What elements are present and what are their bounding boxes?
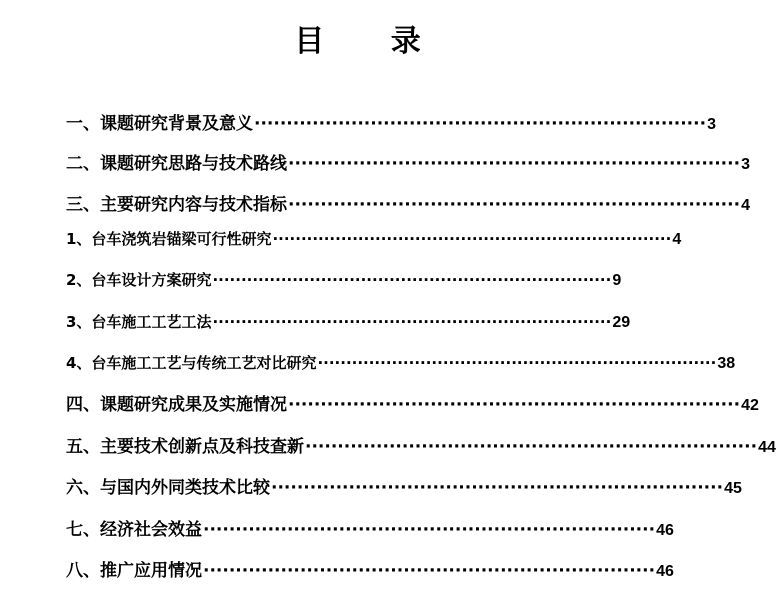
toc-leader-dots: ······································································ — [288, 195, 741, 215]
toc-entry-label: 三、主要研究内容与技术指标 — [66, 195, 287, 215]
toc-leader-dots: ······································································ — [288, 395, 741, 415]
toc-entry-label: 4、台车施工工艺与传统工艺对比研究 — [66, 354, 317, 372]
toc-leader-dots: ······································································ — [317, 354, 717, 372]
toc-entry-label: 八、推广应用情况 — [66, 561, 202, 581]
toc-page-number: 46 — [656, 522, 674, 539]
toc-leader-dots: ······································································ — [203, 561, 656, 581]
toc-entry[interactable] — [66, 269, 622, 291]
toc-leader-dots: ······································································ — [272, 230, 672, 248]
toc-entry[interactable] — [66, 518, 674, 542]
toc-leader-dots: ······································································ — [305, 437, 758, 457]
toc-entry-label: 四、课题研究成果及实施情况 — [66, 395, 287, 415]
toc-entry[interactable] — [66, 559, 674, 583]
toc-entry[interactable] — [66, 352, 736, 374]
toc-entry[interactable] — [66, 112, 716, 136]
toc-entry-label: 五、主要技术创新点及科技查新 — [66, 437, 304, 457]
toc-page-number: 3 — [741, 156, 750, 173]
toc-entry-label: 3、台车施工工艺工法 — [66, 313, 212, 331]
table-of-contents — [66, 0, 776, 604]
toc-leader-dots: ······································································ — [254, 114, 707, 134]
toc-entry-label: 一、课题研究背景及意义 — [66, 114, 253, 134]
toc-page-number: 38 — [717, 355, 736, 372]
toc-entry[interactable] — [66, 311, 631, 333]
toc-entry[interactable] — [66, 476, 742, 500]
toc-page-number: 45 — [724, 480, 742, 497]
toc-entry[interactable] — [66, 435, 776, 459]
toc-entry[interactable] — [66, 393, 759, 417]
toc-leader-dots: ······································································ — [212, 313, 612, 331]
toc-leader-dots: ······································································ — [288, 154, 741, 174]
toc-entry[interactable] — [66, 228, 682, 250]
toc-entry-label: 七、经济社会效益 — [66, 520, 202, 540]
toc-page-number: 4 — [672, 231, 682, 248]
toc-entry-label: 二、课题研究思路与技术路线 — [66, 154, 287, 174]
toc-entry[interactable] — [66, 152, 750, 176]
toc-page-number: 4 — [741, 197, 750, 214]
toc-page-number: 46 — [656, 563, 674, 580]
toc-leader-dots: ······································································ — [271, 478, 724, 498]
toc-entry-label: 六、与国内外同类技术比较 — [66, 478, 270, 498]
toc-entry-label: 1、台车浇筑岩锚梁可行性研究 — [66, 230, 272, 248]
toc-page-number: 44 — [758, 439, 776, 456]
toc-page-number: 9 — [612, 272, 622, 289]
toc-page-number: 29 — [612, 314, 631, 331]
toc-entry-label: 2、台车设计方案研究 — [66, 271, 212, 289]
toc-page-number: 3 — [707, 116, 716, 133]
toc-leader-dots: ······································································ — [203, 520, 656, 540]
page-title: 目 录 — [294, 24, 449, 59]
toc-leader-dots: ······································································ — [212, 271, 612, 289]
toc-page-number: 42 — [741, 397, 759, 414]
toc-entry[interactable] — [66, 193, 750, 217]
